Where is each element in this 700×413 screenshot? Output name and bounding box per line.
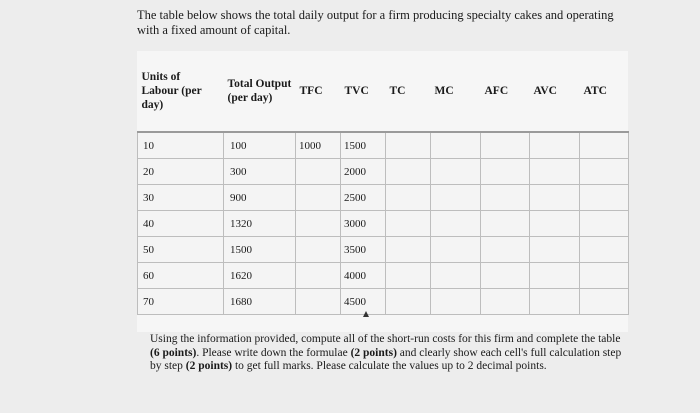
header-tc: TC <box>389 85 406 97</box>
cell-output: 1680 <box>224 289 296 315</box>
cell-tvc: 4500 <box>341 289 386 315</box>
cell-tvc: 2500 <box>341 185 386 211</box>
cell-output: 300 <box>224 159 296 185</box>
cell-labour: 50 <box>138 237 224 263</box>
cell-mc <box>431 289 481 315</box>
cell-tfc <box>296 185 341 211</box>
cell-labour: 70 <box>138 289 224 315</box>
cell-output: 1620 <box>224 263 296 289</box>
cell-mc <box>431 211 481 237</box>
cell-tfc: 1000 <box>296 132 341 159</box>
cell-labour: 10 <box>138 132 224 159</box>
table-row <box>138 159 629 185</box>
cell-afc <box>481 132 530 159</box>
cell-afc <box>481 159 530 185</box>
cell-atc <box>580 211 629 237</box>
cost-table <box>137 51 629 315</box>
cell-mc <box>431 263 481 289</box>
instructions-part-3: and clearly show each cell's full calculation step by step <box>150 346 622 372</box>
cell-tfc <box>296 263 341 289</box>
header-units-of-labour: Units of Labour (per day) <box>141 71 202 111</box>
points-formulae: (2 points) <box>350 346 397 359</box>
table-row <box>138 289 629 315</box>
cost-table-container <box>137 51 628 332</box>
cell-atc <box>580 289 629 315</box>
cell-tfc <box>296 159 341 185</box>
points-steps: (2 points) <box>185 360 233 372</box>
header-afc: AFC <box>484 85 509 97</box>
points-table: (6 points) <box>150 346 197 359</box>
cell-tvc: 4000 <box>341 263 386 289</box>
table-row <box>138 211 629 237</box>
table-row <box>138 237 629 263</box>
cell-tc <box>386 185 431 211</box>
cell-avc <box>530 237 580 263</box>
cell-avc <box>530 263 580 289</box>
header-tvc: TVC <box>344 85 369 97</box>
mouse-cursor-icon <box>363 311 369 317</box>
header-mc: MC <box>434 85 454 97</box>
instructions-part-1: Using the information provided, compute all of the short-run costs for this firm and complete the table <box>150 333 621 345</box>
cell-mc <box>431 237 481 263</box>
cell-afc <box>481 185 530 211</box>
table-header-row <box>138 51 629 132</box>
intro-text: The table below shows the total daily output for a firm producing specialty cakes and operating with a fixed amount of capital. <box>137 8 614 37</box>
cell-atc <box>580 263 629 289</box>
cell-labour: 30 <box>138 185 224 211</box>
instructions-part-4: to get full marks. Please calculate the values up to 2 decimal points. <box>232 360 547 372</box>
instructions-part-2: . Please write down the formulae <box>196 346 351 359</box>
cell-tfc <box>296 211 341 237</box>
cell-tfc <box>296 237 341 263</box>
header-avc: AVC <box>533 85 557 97</box>
cell-atc <box>580 132 629 159</box>
cell-output: 1500 <box>224 237 296 263</box>
cell-atc <box>580 185 629 211</box>
cell-output: 900 <box>224 185 296 211</box>
instructions-text <box>150 333 625 374</box>
cell-labour: 60 <box>138 263 224 289</box>
cell-mc <box>431 132 481 159</box>
cell-tc <box>386 263 431 289</box>
cell-afc <box>481 263 530 289</box>
table-row <box>138 132 629 159</box>
cell-tc <box>386 132 431 159</box>
cell-atc <box>580 159 629 185</box>
cell-avc <box>530 211 580 237</box>
cell-output: 1320 <box>224 211 296 237</box>
cell-tc <box>386 289 431 315</box>
cell-tfc <box>296 289 341 315</box>
table-row <box>138 263 629 289</box>
header-total-output: Total Output (per day) <box>227 78 292 104</box>
cell-atc <box>580 237 629 263</box>
header-tfc: TFC <box>299 85 323 97</box>
cell-tc <box>386 159 431 185</box>
cell-afc <box>481 237 530 263</box>
cell-avc <box>530 159 580 185</box>
cell-avc <box>530 185 580 211</box>
cell-labour: 20 <box>138 159 224 185</box>
cell-labour: 40 <box>138 211 224 237</box>
cell-afc <box>481 211 530 237</box>
cell-tvc: 3000 <box>341 211 386 237</box>
cell-tc <box>386 237 431 263</box>
cell-avc <box>530 289 580 315</box>
cell-mc <box>431 159 481 185</box>
table-row <box>138 185 629 211</box>
cell-afc <box>481 289 530 315</box>
cell-tvc: 2000 <box>341 159 386 185</box>
cell-avc <box>530 132 580 159</box>
cell-tvc: 1500 <box>341 132 386 159</box>
cell-mc <box>431 185 481 211</box>
cell-tc <box>386 211 431 237</box>
header-atc: ATC <box>583 85 607 97</box>
cell-tvc: 3500 <box>341 237 386 263</box>
cell-output: 100 <box>224 132 296 159</box>
